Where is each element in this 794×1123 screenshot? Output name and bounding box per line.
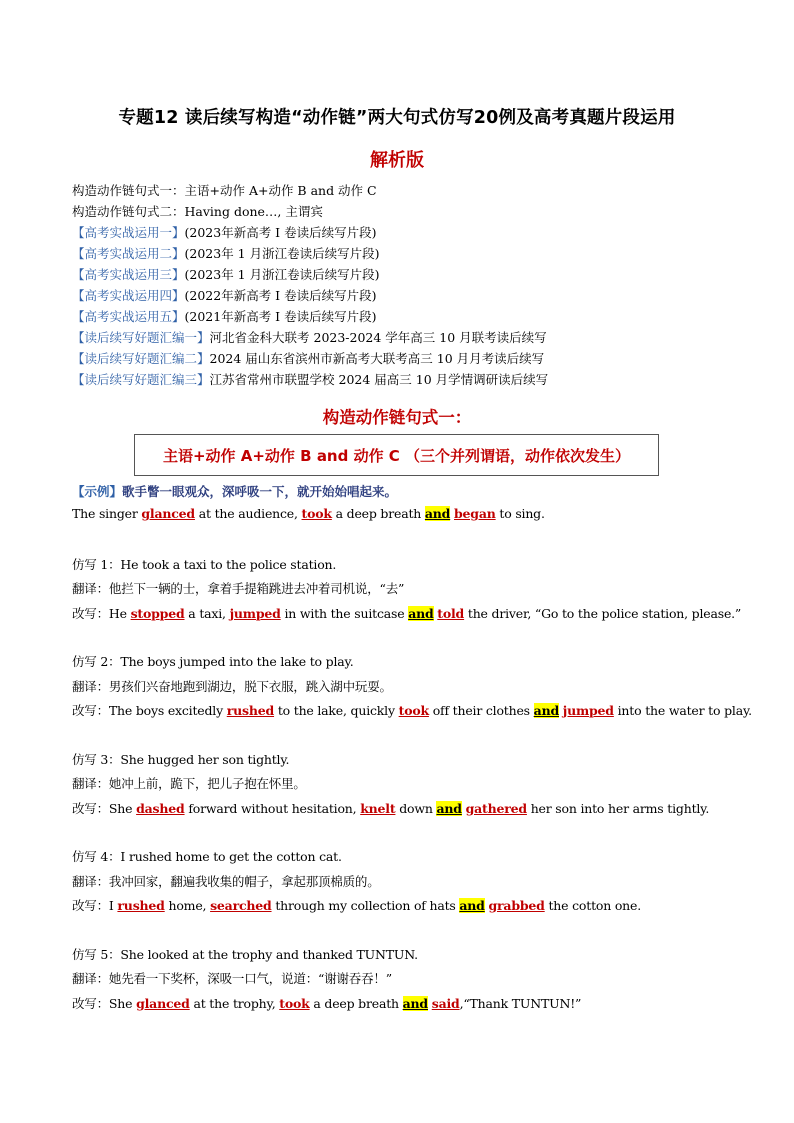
action-verb: glanced [141,506,195,521]
example-tag: 【示例】 [72,484,123,499]
toc-item [72,285,752,306]
exercise-rewrite [72,701,752,719]
action-verb: gathered [465,801,527,816]
action-verb: said [431,996,460,1011]
sentence-text: at the audience, [194,506,302,521]
sentence-text: off their clothes [428,703,534,718]
sentence-text: to sing. [495,506,545,521]
sentence-pattern-box: 主语+动作 A+动作 B and 动作 C （三个并列谓语，动作依次发生） [134,434,659,476]
action-verb: knelt [360,801,396,816]
toc-tag: 【读后续写好题汇编一】 [72,330,210,345]
toc-item [72,306,752,327]
toc-tag: 【高考实战运用五】 [72,309,185,324]
action-verb: rushed [117,898,165,913]
toc-text: 江苏省常州市联盟学校 2024 届高三 10 月学情调研读后续写 [209,372,549,387]
exercise-rewrite [72,799,709,817]
sentence-text: 改写：The boys excitedly [72,703,227,718]
toc-item [72,327,752,348]
sentence-text: the driver, “Go to the police station, please.” [464,606,742,621]
table-of-contents [72,180,752,390]
highlighted-and: and [408,606,434,621]
exercise-prompt: 仿写 4：I rushed home to get the cotton cat. [72,849,342,864]
highlighted-and: and [424,506,451,521]
sentence-text: into the water to play. [613,703,752,718]
action-verb: glanced [136,996,190,1011]
toc-item [72,369,752,390]
sentence-text: a taxi, [184,606,230,621]
toc-item [72,222,752,243]
toc-text: (2021年新高考 I 卷读后续写片段) [184,309,377,324]
action-verb: took [279,996,310,1011]
toc-text: (2023年 1 月浙江卷读后续写片段) [184,246,380,261]
sentence-text: 改写：I [72,898,118,913]
sentence-text: 改写：She [72,996,137,1011]
sentence-text: the cotton one. [544,898,641,913]
action-verb: dashed [136,801,185,816]
sentence-text: through my collection of hats [271,898,460,913]
toc-text: (2023年新高考 I 卷读后续写片段) [184,225,377,240]
exercise-prompt: 仿写 3：She hugged her son tightly. [72,752,290,767]
toc-tag: 【高考实战运用一】 [72,225,185,240]
sentence-text: a deep breath [331,506,425,521]
highlighted-and: and [459,898,485,913]
document-subtitle: 解析版 [370,150,424,171]
sentence-text: down [395,801,437,816]
toc-tag: 【高考实战运用三】 [72,267,185,282]
sentence-text: her son into her arms tightly. [526,801,710,816]
sentence-text: forward without hesitation, [184,801,361,816]
exercise-translation: 翻译：她先看一下奖杯，深吸一口气，说道：“谢谢吞吞！” [72,971,392,986]
sentence-text: The singer [72,506,142,521]
toc-text: (2023年 1 月浙江卷读后续写片段) [184,267,380,282]
action-verb: stopped [130,606,185,621]
example-chinese [72,482,397,500]
sentence-text: at the trophy, [189,996,280,1011]
sentence-text: a deep breath [309,996,403,1011]
exercise-prompt: 仿写 2：The boys jumped into the lake to play. [72,654,354,669]
action-verb: took [301,506,332,521]
exercise-prompt: 仿写 5：She looked at the trophy and thanked TUNTUN. [72,947,418,962]
exercise-rewrite [72,896,641,914]
exercise-rewrite [72,994,581,1012]
highlighted-and: and [436,801,462,816]
toc-item [72,348,752,369]
toc-text: 2024 届山东省滨州市新高考大联考高三 10 月月考读后续写 [209,351,545,366]
action-verb: rushed [226,703,275,718]
sentence-text: 改写：He [72,606,131,621]
exercise-prompt: 仿写 1：He took a taxi to the police station. [72,557,337,572]
toc-tag: 【高考实战运用二】 [72,246,185,261]
example-chinese-text: 歌手瞥一眼观众，深呼吸一下，就开始始唱起来。 [122,484,398,499]
action-verb: told [437,606,465,621]
action-verb: grabbed [488,898,545,913]
toc-text: (2022年新高考 I 卷读后续写片段) [184,288,377,303]
action-verb: began [454,506,496,521]
toc-item [72,180,752,201]
action-verb: took [398,703,429,718]
toc-tag: 【读后续写好题汇编三】 [72,372,210,387]
exercise-translation: 翻译：他拦下一辆的士，拿着手提箱跳进去冲着司机说，“去” [72,581,405,596]
highlighted-and: and [533,703,559,718]
toc-tag: 【高考实战运用四】 [72,288,185,303]
action-verb: jumped [562,703,614,718]
sentence-text: to the lake, quickly [274,703,399,718]
exercise-translation: 翻译：她冲上前，跪下，把儿子抱在怀里。 [72,776,306,791]
section-heading: 构造动作链句式一： [322,408,472,427]
toc-label: 构造动作链句式一：主语+动作 A+动作 B and 动作 C [72,183,377,198]
exercise-translation: 翻译：我冲回家，翻遍我收集的帽子，拿起那顶棉质的。 [72,874,380,889]
action-verb: searched [210,898,272,913]
action-verb: jumped [229,606,281,621]
toc-item [72,264,752,285]
sentence-text: 改写：She [72,801,137,816]
highlighted-and: and [402,996,428,1011]
toc-item [72,243,752,264]
sentence-text: ,“Thank TUNTUN!” [459,996,582,1011]
toc-label: 构造动作链句式二：Having done…, 主谓宾 [72,204,323,219]
example-english [72,506,545,521]
exercise-rewrite [72,604,741,622]
toc-item [72,201,752,222]
document-title: 专题12 读后续写构造“动作链”两大句式仿写20例及高考真题片段运用 [118,108,676,128]
toc-tag: 【读后续写好题汇编二】 [72,351,210,366]
toc-text: 河北省金科大联考 2023-2024 学年高三 10 月联考读后续写 [209,330,547,345]
exercise-translation: 翻译：男孩们兴奋地跑到湖边，脱下衣服，跳入湖中玩耍。 [72,679,392,694]
sentence-text: in with the suitcase [280,606,409,621]
sentence-text: home, [164,898,211,913]
